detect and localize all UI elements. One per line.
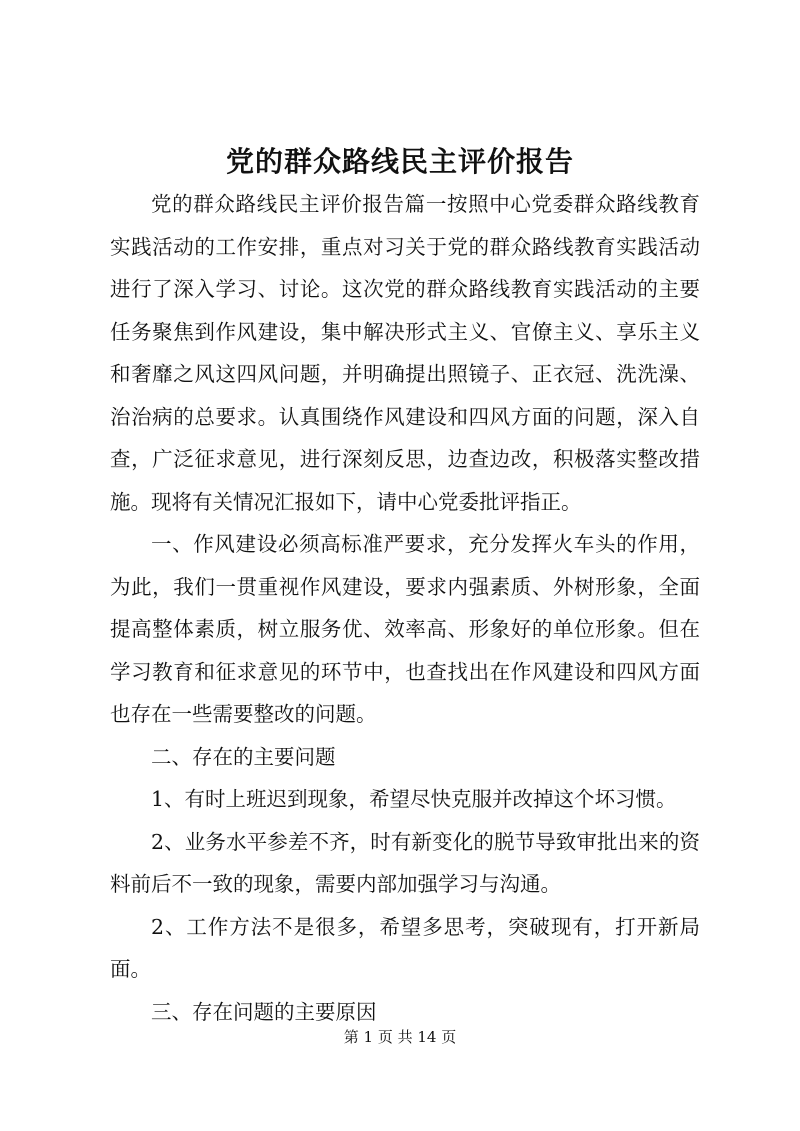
page-number-footer: 第 1 页 共 14 页 [343,1028,457,1046]
problem-item-3: 2、工作方法不是很多，希望多思考，突破现有，打开新局面。 [110,914,700,981]
heading-main-causes: 三、存在问题的主要原因 [151,999,377,1024]
paragraph-intro: 党的群众路线民主评价报告篇一按照中心党委群众路线教育实践活动的工作安排，重点对习关于党的群众路线教育实践活动进行了深入学习、讨论。这次党的群众路线教育实践活动的主要任务聚焦到作风建设，集中解决形式主义、官僚主义、享乐主义和奢靡之风这四风问题，并明确提出照镜子、正衣冠、洗洗澡、治治病的总要求。认真围绕作风建设和四风方面的问题，深入自查，广泛征求意见，进行深刻反思，边查边改，积极落实整改措施。现将有关情况汇报如下，请中心党委批评指正。 [110,192,700,514]
document-body [110,183,700,1033]
document-title: 党的群众路线民主评价报告 [225,145,574,178]
problem-item-2: 2、业务水平参差不齐，时有新变化的脱节导致审批出来的资料前后不一致的现象，需要内部加强学习与沟通。 [110,829,700,896]
paragraph-section-one: 一、作风建设必须高标准严要求，充分发挥火车头的作用，为此，我们一贯重视作风建设，要求内强素质、外树形象，全面提高整体素质，树立服务优、效率高、形象好的单位形象。但在学习教育和征求意见的环节中，也查找出在作风建设和四风方面也存在一些需要整改的问题。 [110,532,700,726]
heading-main-problems: 二、存在的主要问题 [151,744,336,769]
problem-item-1: 1、有时上班迟到现象，希望尽快克服并改掉这个坏习惯。 [151,787,677,811]
